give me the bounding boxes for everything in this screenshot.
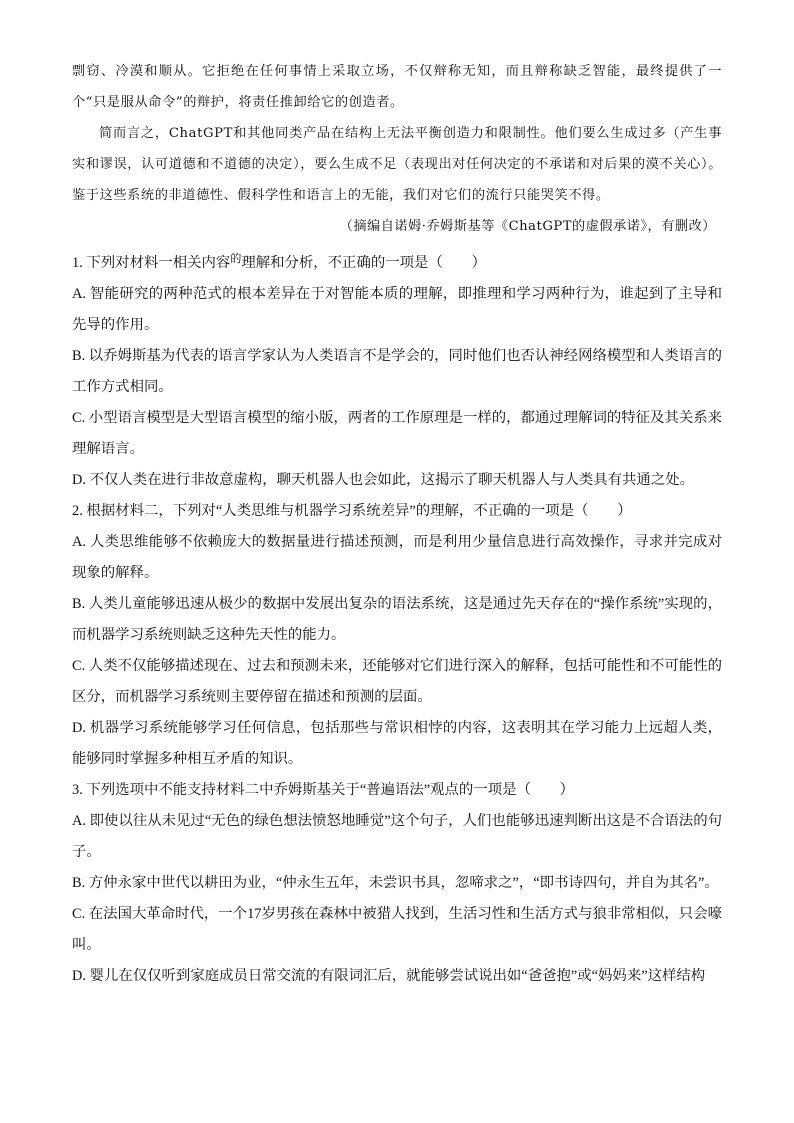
question-1-option-d: D. 不仅人类在进行非故意虚构，聊天机器人也会如此，这揭示了聊天机器人与人类具有共通之处。 — [72, 472, 694, 488]
question-2-option-a: A. 人类思维能够不依赖庞大的数据量进行描述预测，而是利用少量信息进行高效操作，寻求并完成对现象的解释。 — [72, 534, 722, 581]
passage-paragraph-1: 剽窃、冷漠和顺从。它拒绝在任何事情上采取立场，不仅辩称无知，而且辩称缺乏智能，最终提供了一个“只是服从命令”的辩护，将责任推卸给它的创造者。 — [72, 64, 722, 110]
question-2-stem: 2. 根据材料二，下列对“人类思维与机器学习系统差异”的理解，不正确的一项是（ ） — [72, 503, 632, 519]
question-1-option-c: C. 小型语言模型是大型语言模型的缩小版，两者的工作原理是一样的，都通过理解词的特征及其关系来理解语言。 — [72, 410, 722, 457]
question-2-option-c: C. 人类不仅能够描述现在、过去和预测未来，还能够对它们进行深入的解释，包括可能性和不可能性的区分，而机器学习系统则主要停留在描述和预测的层面。 — [72, 658, 722, 705]
question-3-stem: 3. 下列选项中不能支持材料二中乔姆斯基关于“普遍语法”观点的一项是（ ） — [72, 782, 575, 798]
question-1-option-a: A. 智能研究的两种范式的根本差异在于对智能本质的理解，即推理和学习两种行为，谁起到了主导和先导的作用。 — [72, 286, 722, 333]
question-3-option-a: A. 即使以往从未见过“无色的绿色想法愤怒地睡觉”这个句子，人们也能够迅速判断出这是不合语法的句子。 — [72, 813, 722, 860]
question-2-option-b: B. 人类儿童能够迅速从极少的数据中发展出复杂的语法系统，这是通过先天存在的“操作系统”实现的，而机器学习系统则缺乏这种先天性的能力。 — [72, 596, 722, 643]
question-3-option-d: D. 婴儿在仅仅听到家庭成员日常交流的有限词汇后，就能够尝试说出如“爸爸抱”或“妈妈来”这样结构 — [72, 968, 706, 984]
passage-source: （摘编自诺姆·乔姆斯基等《ChatGPT的虚假承诺》，有删改） — [339, 219, 716, 234]
question-1-stem-sup: 的 — [230, 253, 242, 265]
question-3-option-c: C. 在法国大革命时代，一个17岁男孩在森林中被猎人找到，生活习性和生活方式与狼非常相似，只会嚎叫。 — [72, 906, 722, 953]
passage-paragraph-2: 简而言之，ChatGPT和其他同类产品在结构上无法平衡创造力和限制性。他们要么生成过多（产生事实和谬误，认可道德和不道德的决定），要么生成不足（表现出对任何决定的不承诺和对后果的漠不关心）。鉴于这些系统的非道德性、假科学性和语言上的无能，我们对它们的流行只能哭笑不得。 — [72, 126, 722, 203]
question-1-stem — [72, 244, 722, 279]
question-3-option-b: B. 方仲永家中世代以耕田为业，“仲永生五年，未尝识书具，忽啼求之”，“即书诗四句，并自为其名”。 — [72, 875, 719, 891]
question-1-stem-text: 1. 下列对材料一相关内容 — [72, 255, 231, 271]
question-1-option-b: B. 以乔姆斯基为代表的语言学家认为人类语言不是学会的，同时他们也否认神经网络模型和人类语言的工作方式相同。 — [72, 348, 722, 395]
question-2-option-d: D. 机器学习系统能够学习任何信息，包括那些与常识相悖的内容，这表明其在学习能力上远超人类，能够同时掌握多种相互矛盾的知识。 — [72, 720, 722, 767]
question-1-stem-text-end: 理解和分析，不正确的一项是（ ） — [241, 255, 486, 271]
